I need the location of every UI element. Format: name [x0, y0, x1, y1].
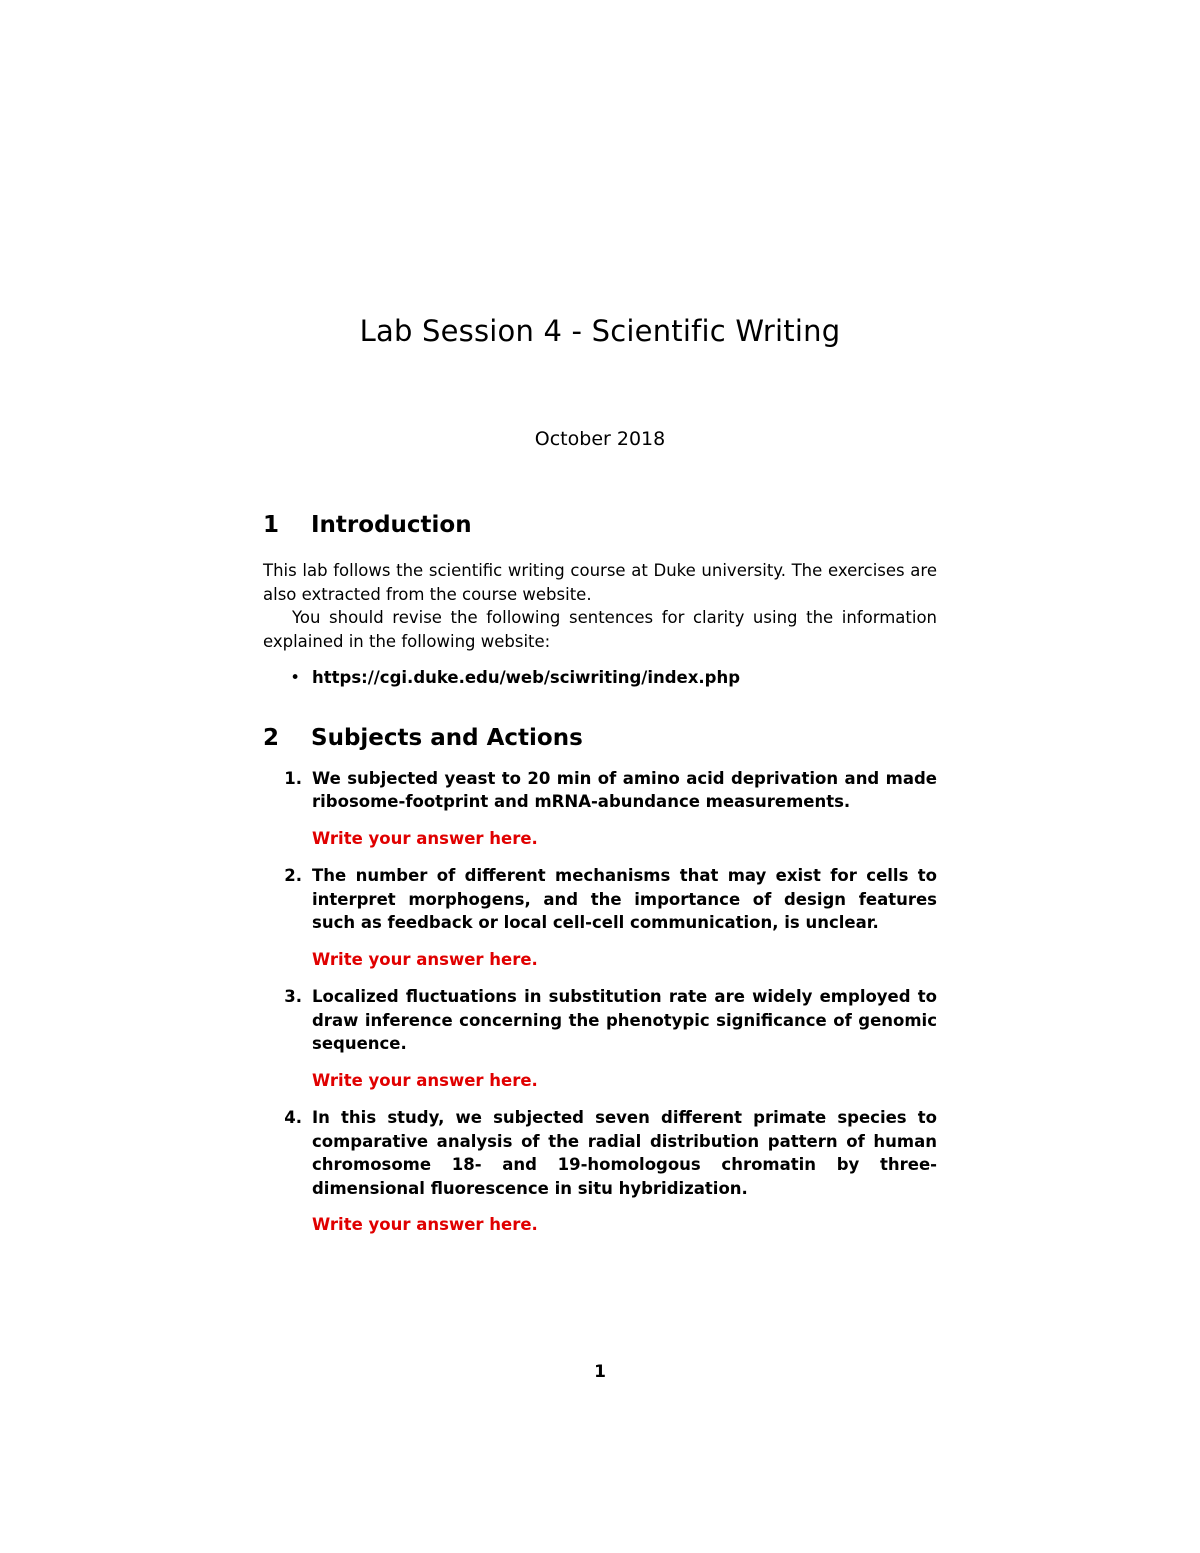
- page-number: 1: [594, 1362, 606, 1382]
- list-item: [263, 666, 937, 690]
- document-date: October 2018: [534, 428, 666, 450]
- exercise-sentence: In this study, we subjected seven different primate species to comparative analysis of the radial distribution pattern of human chromosome 18- and 19-homologous chromatin by three-dimensional fluorescence in situ hybridization.: [312, 1108, 937, 1198]
- item-number: 1.: [284, 768, 302, 788]
- exercise-sentence: The number of different mechanisms that may exist for cells to interpret morphogens, and the importance of design features such as feedback or local cell-cell communication, is unclear.: [312, 866, 937, 932]
- exercise-item: [263, 767, 937, 851]
- exercise-sentence: We subjected yeast to 20 min of amino acid deprivation and made ribosome-footprint and mRNA-abundance measurements.: [312, 768, 937, 811]
- section-title: Introduction: [311, 512, 472, 538]
- paragraph: This lab follows the scientific writing course at Duke university. The exercises are also extracted from the course website.: [263, 561, 937, 604]
- item-number: 4.: [284, 1108, 302, 1127]
- bullet-icon: •: [290, 668, 300, 687]
- item-number: 2.: [284, 866, 302, 885]
- section-heading: [263, 721, 937, 755]
- answer-field[interactable]: Write your answer here.: [312, 1070, 538, 1090]
- exercise-list: [263, 767, 937, 1237]
- section-number: 1: [263, 512, 280, 538]
- document-body: [263, 508, 937, 1251]
- answer-field[interactable]: Write your answer here.: [312, 949, 538, 969]
- exercise-item: [263, 864, 937, 971]
- section-number: 2: [263, 724, 280, 751]
- section-subjects-and-actions: [263, 721, 937, 1237]
- answer-field[interactable]: Write your answer here.: [312, 1215, 538, 1234]
- section-title: Subjects and Actions: [311, 724, 583, 751]
- exercise-item: [263, 985, 937, 1092]
- paragraph: You should revise the following sentences for clarity using the information explained in the following website:: [263, 608, 937, 651]
- section-introduction: [263, 508, 937, 690]
- answer-field[interactable]: Write your answer here.: [312, 828, 538, 848]
- item-number: 3.: [284, 987, 302, 1006]
- section-heading: [263, 508, 937, 542]
- document-title: Lab Session 4 - Scientific Writing: [359, 314, 841, 348]
- exercise-sentence: Localized fluctuations in substitution rate are widely employed to draw inference concerning the phenotypic significance of genomic sequence.: [312, 987, 937, 1053]
- bullet-list: [263, 666, 937, 690]
- exercise-item: [263, 1106, 937, 1237]
- website-link[interactable]: https://cgi.duke.edu/web/sciwriting/index.php: [312, 668, 741, 687]
